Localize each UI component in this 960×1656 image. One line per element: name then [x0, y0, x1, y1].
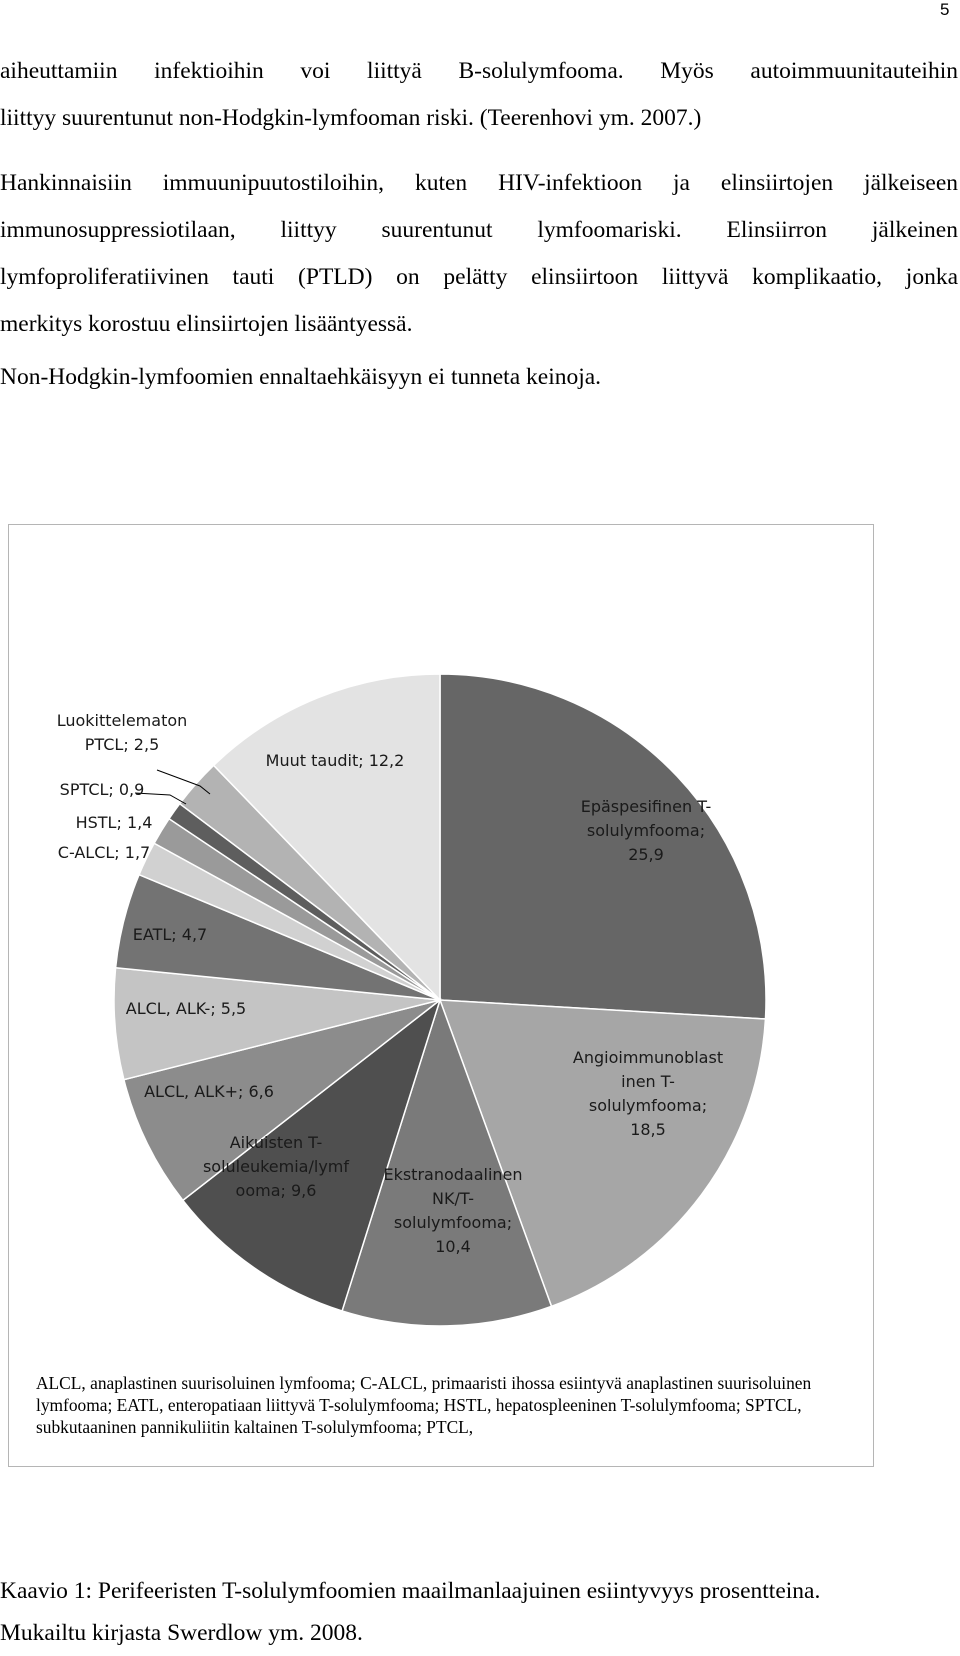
slice-label: HSTL; 1,4 [75, 813, 153, 832]
slice-label: Ekstranodaalinen NK/T-solulymfooma; 10,4 [383, 1165, 523, 1256]
slice-label: C-ALCL; 1,7 [57, 843, 151, 862]
slice-label: Luokittelematon PTCL; 2,5 [56, 711, 188, 754]
slice-label: Muut taudit; 12,2 [265, 751, 405, 770]
caption-line: Mukailtu kirjasta Swerdlow ym. 2008. [0, 1620, 363, 1646]
slice-label: EATL; 4,7 [132, 925, 208, 944]
paragraph-line: Hankinnaisiin immuunipuutostiloihin, kuten HIV-infektioon ja elinsiirtojen jälkeiseen [0, 170, 958, 196]
paragraph-line: immunosuppressiotilaan, liittyy suurentunut lymfoomariski. Elinsiirron jälkeinen [0, 217, 958, 243]
slice-label: Aikuisten T-soluleukemia/lymf ooma; 9,6 [202, 1133, 350, 1200]
slice-label: Angioimmunoblast inen T-solulymfooma; 18,5 [572, 1048, 724, 1139]
slice-label: ALCL, ALK-; 5,5 [125, 999, 247, 1018]
paragraph-line: Non-Hodgkin-lymfoomien ennaltaehkäisyyn ei tunneta keinoja. [0, 364, 602, 390]
slice-label: SPTCL; 0,9 [59, 780, 145, 799]
page-number: 5 [940, 0, 950, 19]
paragraph-line: merkitys korostuu elinsiirtojen lisääntyessä. [0, 311, 413, 337]
figure-legend-note: ALCL, anaplastinen suurisoluinen lymfooma; C-ALCL, primaaristi ihossa esiintyvä anaplastinen suurisoluinen lymfooma; EATL, enteropatiaan liittyvä T-solulymfooma; HSTL, hepatospleeninen T-solulymfooma; SPTCL, subkutaaninen pannikuliitin kaltainen T-solulymfooma; PTCL, [36, 1373, 812, 1437]
pie-slice [440, 674, 766, 1019]
figure-caption [0, 1570, 960, 1654]
caption-line: Kaavio 1: Perifeeristen T-solulymfoomien maailmanlaajuinen esiintyvyys prosentteina. [0, 1578, 821, 1604]
paragraph-line: liittyy suurentunut non-Hodgkin-lymfooman riski. (Teerenhovi ym. 2007.) [0, 105, 702, 131]
paragraph-line: lymfoproliferatiivinen tauti (PTLD) on pelätty elinsiirtoon liittyvä komplikaatio, jonka [0, 264, 958, 290]
slice-label: ALCL, ALK+; 6,6 [144, 1082, 274, 1101]
slice-label: Epäspesifinen T-solulymfooma; 25,9 [580, 797, 712, 864]
paragraph-line: aiheuttamiin infektioihin voi liittyä B-solulymfooma. Myös autoimmuunitauteihin [0, 58, 958, 84]
